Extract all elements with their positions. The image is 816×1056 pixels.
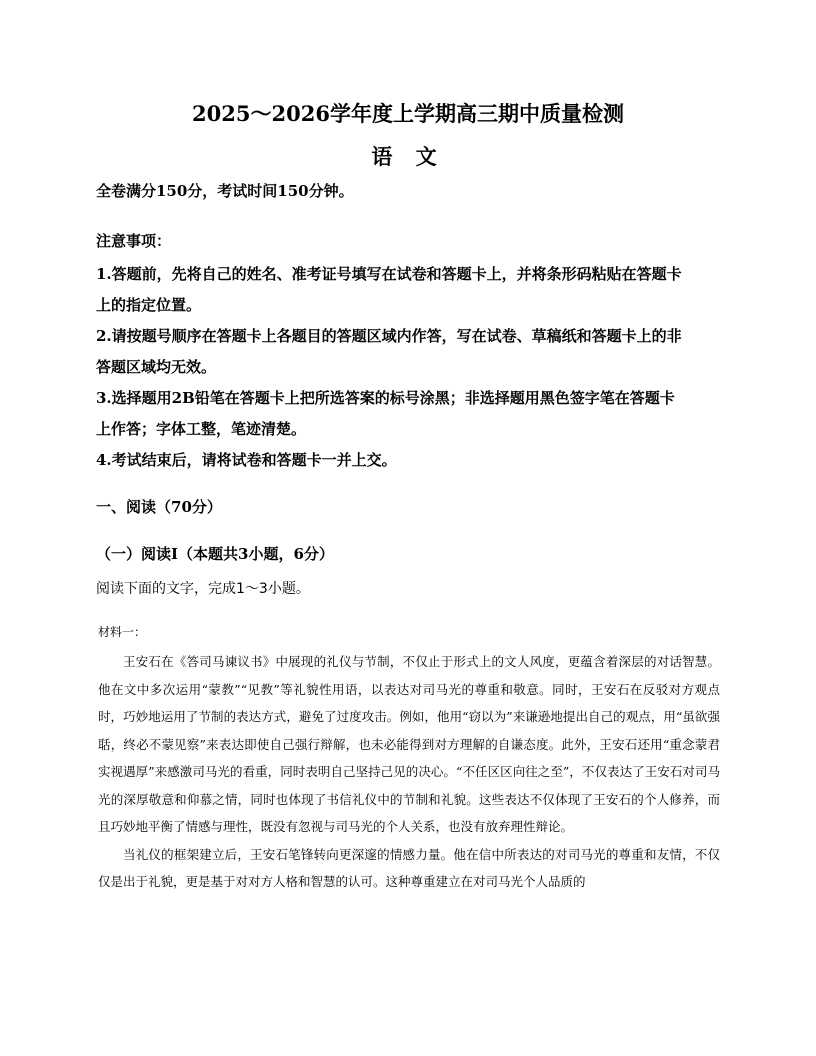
note-line: 3.选择题用2B铅笔在答题卡上把所选答案的标号涂黑；非选择题用黑色签字笔在答题卡 (96, 389, 675, 407)
note-line: 上的指定位置。 (96, 296, 202, 314)
reading-instruction: 阅读下面的文字，完成1～3小题。 (96, 581, 310, 597)
notes-heading: 注意事项： (96, 232, 172, 250)
section-heading: 一、阅读（70分） (96, 498, 222, 516)
exam-title: 2025～2026学年度上学期高三期中质量检测 (192, 101, 624, 126)
material-label: 材料一： (98, 625, 147, 639)
subsection-heading: （一）阅读Ⅰ（本题共3小题，6分） (96, 545, 334, 563)
note-line: 答题区域均无效。 (96, 358, 217, 376)
reading-passage (98, 648, 720, 896)
note-line: 4.考试结束后，请将试卷和答题卡一并上交。 (96, 451, 397, 469)
note-line: 1.答题前，先将自己的姓名、准考证号填写在试卷和答题卡上，并将条形码粘贴在答题卡 (96, 265, 682, 283)
passage-paragraph: 王安石在《答司马谏议书》中展现的礼仪与节制，不仅止于形式上的文人风度，更蕴含着深层的对话智慧。他在文中多次运用“蒙教”“见教”等礼貌性用语，以表达对司马光的尊重和敬意。同时，王安石在反驳对方观点时，巧妙地运用了节制的表达方式，避免了过度攻击。例如，他用“窃以为”来谦逊地提出自己的观点，用“虽欲强聒，终必不蒙见察”来表达即使自己强行辩解，也未必能得到对方理解的自谦态度。此外，王安石还用“重念蒙君实视遇厚”来感激司马光的看重，同时表明自己坚持己见的决心。“不任区区向往之至”，不仅表达了王安石对司马光的深厚敬意和仰慕之情，同时也体现了书信礼仪中的节制和礼貌。这些表达不仅体现了王安石的个人修养，而且巧妙地平衡了情感与理性，既没有忽视与司马光的个人关系，也没有放弃理性辩论。 (98, 654, 720, 834)
note-line: 上作答；字体工整，笔迹清楚。 (96, 420, 307, 438)
passage-paragraph: 当礼仪的框架建立后，王安石笔锋转向更深邃的情感力量。他在信中所表达的对司马光的尊重和友情，不仅仅是出于礼貌，更是基于对对方人格和智慧的认可。这种尊重建立在对司马光个人品质的 (98, 846, 720, 889)
exam-intro: 全卷满分150分，考试时间150分钟。 (96, 182, 354, 200)
note-line: 2.请按题号顺序在答题卡上各题目的答题区域内作答，写在试卷、草稿纸和答题卡上的非 (96, 327, 682, 345)
subject-title: 语 文 (371, 144, 445, 169)
